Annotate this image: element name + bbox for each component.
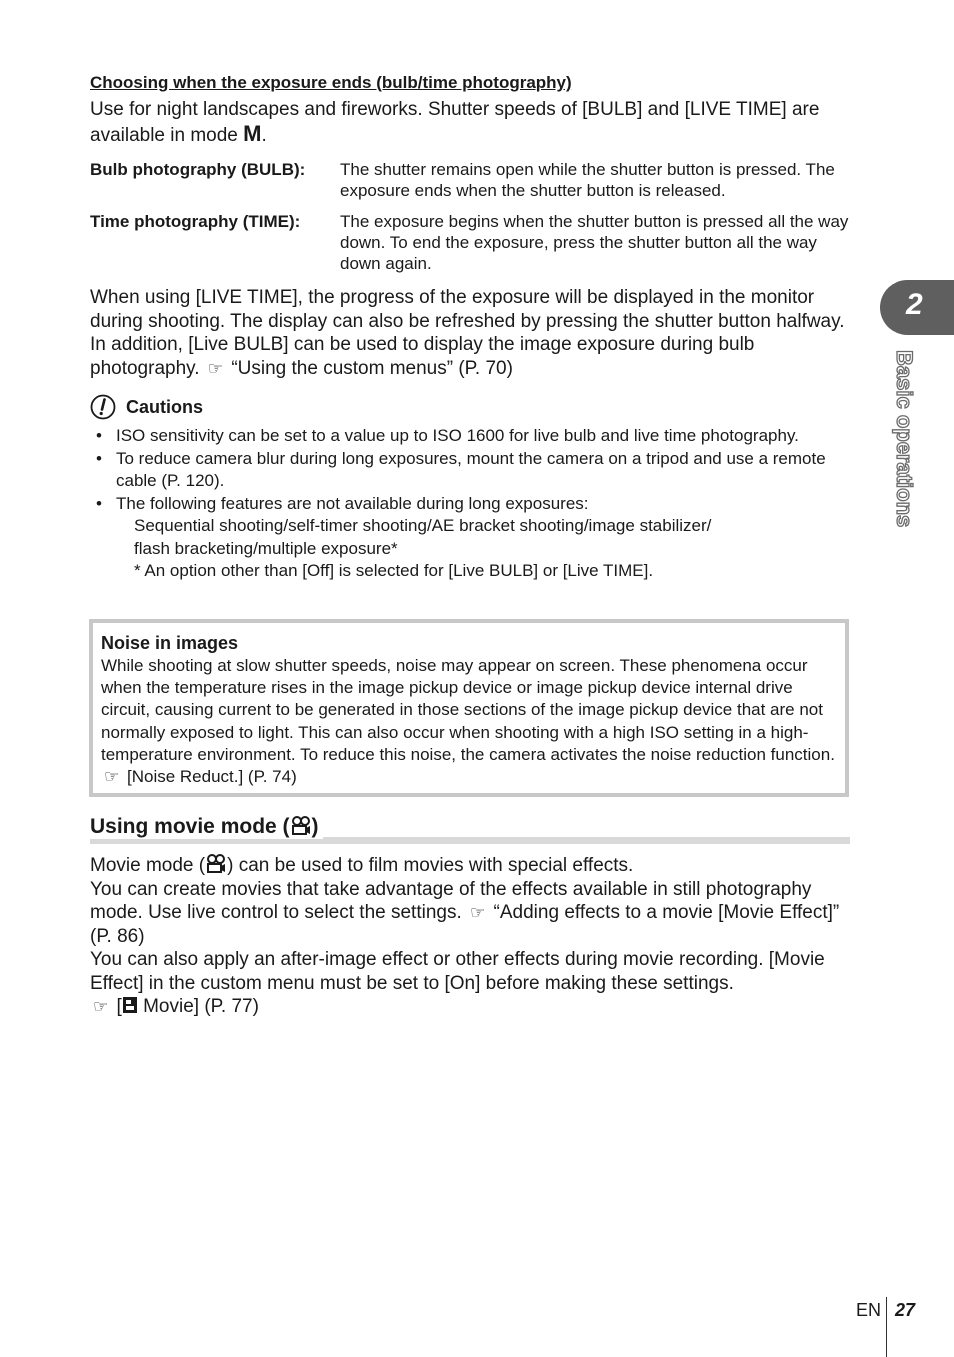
movie-ref-line [90,995,850,1019]
definition-term: Time photography (TIME): [90,212,301,231]
chapter-label [883,350,923,550]
movie-heading-end: ) [311,815,319,838]
movie-ref-2[interactable]: “Adding effects to a movie [Movie Effect]” (P. 86) [90,902,840,947]
list-item: • ISO sensitivity can be set to a value up to ISO 1600 for live bulb and live time photography. [90,425,850,448]
list-item: • The following features are not available during long exposures: [90,493,850,516]
noise-note-box [89,619,849,797]
cautions-label: Cautions [126,396,204,417]
reference-hand-icon: ☞ [104,767,120,787]
movie-para3-text: You can also apply an after-image effect or other effects during movie recording. [Movie Effect] in the custom menu must be set to [On] before making these settings. [90,949,825,994]
chapter-number: 2 [906,288,923,321]
list-item: • To reduce camera blur during long exposures, mount the camera on a tripod and use a remote cable (P. 120). [90,448,850,493]
reference-hand-icon: ☞ [470,903,486,922]
exclamation-circle-icon [90,394,116,420]
mode-m-glyph: M [243,120,262,146]
list-subline: flash bracketing/multiple exposure* [134,538,398,558]
live-time-paragraph [90,286,860,380]
movie-heading-label: Using movie mode ( [90,815,290,838]
movie-paragraph-3 [90,948,850,995]
footer-divider [886,1297,887,1357]
live-time-ref[interactable]: “Using the custom menus” (P. 70) [231,357,513,379]
definition-desc: The shutter remains open while the shutter button is pressed. The exposure ends when the shutter button is released. [340,160,835,200]
movie-ref-3[interactable]: Movie] (P. 77) [137,996,259,1017]
list-subline: Sequential shooting/self-timer shooting/AE bracket shooting/image stabilizer/ [134,516,712,535]
reference-hand-icon: ☞ [93,997,109,1016]
movie-line1-end: ) can be used to film movies with special effects. [227,855,634,876]
definition-bulb [90,159,850,201]
movie-ref3-open: [ [116,996,122,1017]
note-body: While shooting at slow shutter speeds, noise may appear on screen. These phenomena occur when the temperature rises in the image pickup device or image pickup device internal drive circuit, causing current to be generated in those sections of the image pickup device that are not normally exposed to light. This can also occur when shooting with a high ISO setting in a high-temperature environment. To reduce this noise, the camera activates the noise reduction function. [101,656,835,764]
reference-hand-icon: ☞ [207,358,224,378]
intro-text: Use for night landscapes and fireworks. Shutter speeds of [BULB] and [LIVE TIME] are available in mode [90,99,820,146]
note-ref[interactable]: [Noise Reduct.] (P. 74) [126,767,297,787]
movie-section-body [90,853,850,1019]
definition-term: Bulb photography (BULB): [90,160,306,179]
chapter-tab[interactable] [880,280,954,335]
movie-line-1 [90,853,850,878]
definition-desc: The exposure begins when the shutter button is pressed all the way down. To end the exposure, press the shutter button all the way down again. [340,212,849,273]
chapter-label-text: Basic operations [892,350,917,528]
cautions-list [90,425,850,583]
movie-para2-text: You can create movies that take advantage of the effects available in still photography mode. Use live control to select the settings. [90,878,812,923]
note-title: Noise in images [101,633,239,653]
movie-mode-icon [122,996,138,1014]
definition-time [90,211,850,274]
section-heading: Choosing when the exposure ends (bulb/time photography) [90,73,572,92]
movie-heading-text [90,815,323,839]
movie-camera-icon [290,815,312,837]
movie-line1-start: Movie mode ( [90,855,206,876]
list-subline: * An option other than [Off] is selected for [Live BULB] or [Live TIME]. [134,561,654,580]
intro-end: . [261,124,267,146]
intro-paragraph [90,98,850,147]
movie-paragraph-2 [90,878,850,949]
movie-section-heading [90,815,850,845]
movie-camera-icon [205,853,227,875]
cautions-header [90,394,203,420]
page-number: 27 [895,1300,916,1320]
live-time-text: When using [LIVE TIME], the progress of the exposure will be displayed in the monitor during shooting. The display can also be refreshed by pressing the shutter button halfway. In addition, [Live BULB] can be used to display the image exposure during bulb photography. [90,287,845,379]
note-text [101,655,837,788]
footer-language: EN [856,1300,882,1320]
